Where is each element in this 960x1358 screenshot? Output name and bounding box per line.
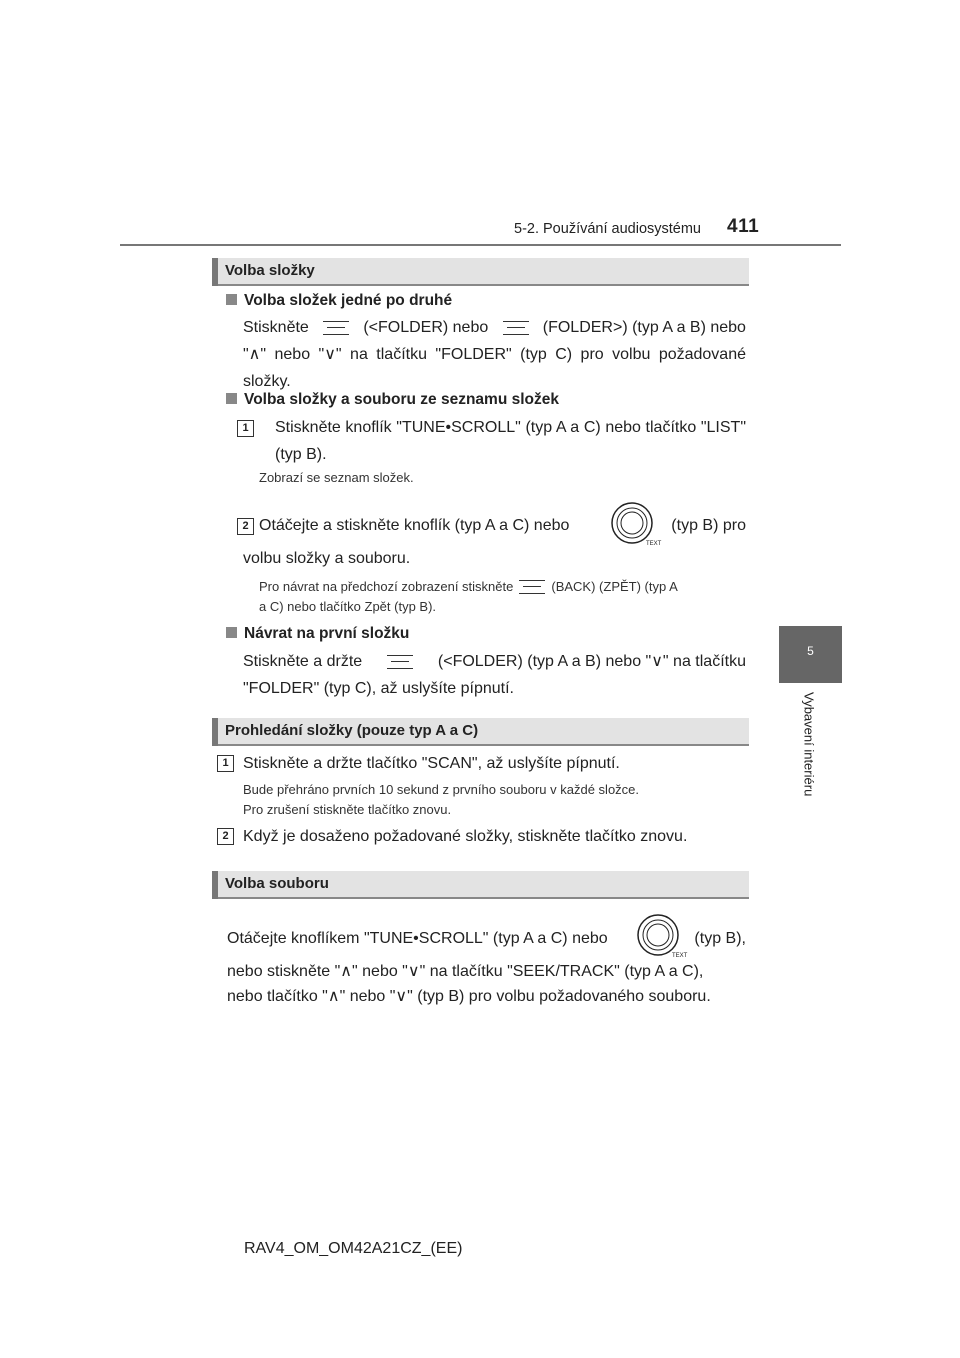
step-2-note-line2: a C) nebo tlačítko Zpět (typ B). [259,599,437,614]
scan-step-2-text: Když je dosaženo požadované složky, stiskněte tlačítko znovu. [243,828,688,845]
text: (FOLDER>) (typ A a B) nebo [542,319,746,336]
section-title: Prohledání složky (pouze typ A a C) [225,722,479,739]
tune-knob-icon [608,500,662,548]
text: (BACK) (ZPĚT) (typ A [551,579,678,594]
text: (typ B), [694,930,746,947]
page-number: 411 [727,216,760,237]
paragraph-folder-one-by-one [243,314,746,395]
text: Pro návrat na předchozí zobrazení stiskněte [259,579,514,594]
chapter-title [799,692,819,822]
text: (typ B) pro [671,517,746,534]
section-title: Volba složky [225,262,315,279]
step-2-text-line1 [259,512,746,539]
chapter-tab: 5 [779,626,842,683]
scan-step-1-text: Stiskněte a držte tlačítko "SCAN", až uslyšíte pípnutí. [243,755,620,772]
step-1-text: Stiskněte knoflík "TUNE•SCROLL" (typ A a C) nebo tlačítko "LIST" (typ B). [275,419,746,463]
section-header-folder-scan [212,718,749,746]
scan-step-1-note-1: Bude přehráno prvních 10 sekund z prvního souboru v každé složce. [243,782,640,797]
file-select-line2: nebo stiskněte "∧" nebo "∨" na tlačítku "SEEK/TRACK" (typ A a C), [227,963,704,980]
section-header-folder-select [212,258,749,286]
back-button-icon [519,580,545,594]
folder-forward-button-icon [503,321,529,335]
step-1-note: Zobrazí se seznam složek. [259,470,414,485]
step-number-1: 1 [217,755,234,772]
step-number-1: 1 [237,420,254,437]
text: (<FOLDER) (typ A a B) nebo "∨" na tlačítku [437,653,746,670]
step-number-2: 2 [237,518,254,535]
subheading-text: Volba složky a souboru ze seznamu složek [244,391,559,408]
square-bullet-icon [226,627,237,638]
text: (<FOLDER) nebo [363,319,489,336]
section-title: Volba souboru [225,875,329,892]
chapter-title-text: Vybavení interiéru [801,692,817,797]
folder-back-button-icon [323,321,349,335]
step-2-note-line1 [259,577,746,597]
scan-step-1-note-2: Pro zrušení stiskněte tlačítko znovu. [243,802,452,817]
step-2-text-line2: volbu složky a souboru. [243,550,411,567]
knob-label: TEXT [646,541,662,547]
file-select-line3: nebo tlačítko "∧" nebo "∨" (typ B) pro volbu požadovaného souboru. [227,988,711,1005]
folder-back-button-icon [387,655,413,669]
subheading-folder-one-by-one [226,292,452,310]
subheading-folder-list [226,391,559,409]
knob-label: TEXT [672,953,688,959]
section-header-file-select [212,871,749,899]
text: "∧" nebo "∨" na tlačítku "FOLDER" (typ C) pro volbu požadované složky. [243,346,746,390]
square-bullet-icon [226,294,237,305]
text: "FOLDER" (typ C), až uslyšíte pípnutí. [243,680,514,697]
square-bullet-icon [226,393,237,404]
header-rule [120,244,841,246]
subheading-first-folder [226,625,409,643]
text: Stiskněte [243,319,309,336]
text: Otáčejte a stiskněte knoflík (typ A a C) nebo [259,517,570,534]
text: Stiskněte a držte [243,653,363,670]
step-number-2: 2 [217,828,234,845]
subheading-text: Volba složek jedné po druhé [244,292,453,309]
document-code: RAV4_OM_OM42A21CZ_(EE) [244,1240,463,1257]
text: Otáčejte knoflíkem "TUNE•SCROLL" (typ A a C) nebo [227,930,608,947]
running-header-section: 5-2. Používání audiosystému [514,221,701,237]
paragraph-first-folder [243,648,746,702]
subheading-text: Návrat na první složku [244,625,410,642]
tune-knob-icon [634,912,688,960]
